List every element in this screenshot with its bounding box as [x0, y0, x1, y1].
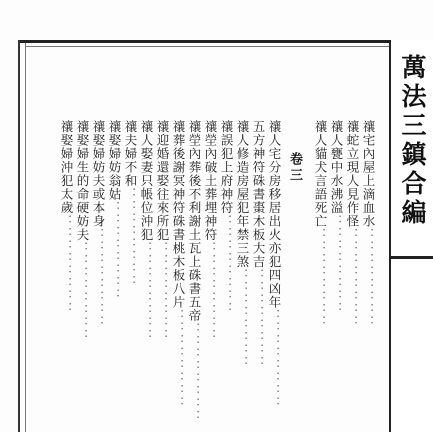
toc-entry: 禳娶婦妨夫或本身：：：：：：：： — [91, 120, 106, 328]
toc-entry: 禳塋內破土葬埋神符：：：：：：：： — [203, 120, 218, 342]
section-marker: 卷三 — [287, 152, 302, 184]
toc-entry: 禳人宅分房移居出火亦犯四凶年：：：：：：：： — [267, 120, 282, 409]
toc-entry: 禳葬後謝冥神符硃書桃木板八片：：：：：：：： — [171, 120, 186, 409]
toc-entry: 禳人貓犬言語死亡：：：：：：：： — [313, 120, 328, 328]
toc-entry: 禳宅內屋上滴血水：：：：：：：： — [361, 120, 376, 328]
inner-top-rule — [25, 46, 433, 47]
inner-left-rule — [25, 43, 26, 432]
title-bottom-rule — [389, 256, 433, 259]
toc-entry: 禳誤犯上府神符：：：：：：：： — [219, 120, 234, 315]
toc-entry: 禳塋內葬後不利謝土瓦上硃書五帝：：：：：：：： — [187, 120, 202, 423]
top-border-rule — [18, 40, 433, 43]
toc-entry: 禳娶婦生的命硬妨夫：：：：：：：： — [75, 120, 90, 342]
book-title: 萬法三鎮合編 — [398, 54, 427, 228]
toc-entry: 禳人娶妻只帳位沖犯：：：：：：：： — [139, 120, 154, 342]
toc-entry: 禳迎婚還娶往來所犯：：：：：：：： — [155, 120, 170, 342]
toc-entry: 禳蛇立現人見作怪：：：：：：：： — [345, 120, 360, 328]
toc-entry: 禳娶婦沖犯太歲：：：：：：：： — [59, 120, 74, 315]
toc-entry: 禳夫婦不和：：：：：：：： — [123, 120, 138, 288]
toc-entry: 五方神符硃書棗木板大吉：：：：：：：： — [251, 120, 266, 369]
toc-entry: 禳人修造房屋犯年禁三煞：：：：：：：： — [235, 120, 250, 369]
toc-entry: 禳娶婦妨翁姑：：：：：：：： — [107, 120, 122, 301]
left-border-rule — [18, 40, 20, 432]
toc-entry: 禳人甕中水沸溢：：：：：：：： — [329, 120, 344, 315]
